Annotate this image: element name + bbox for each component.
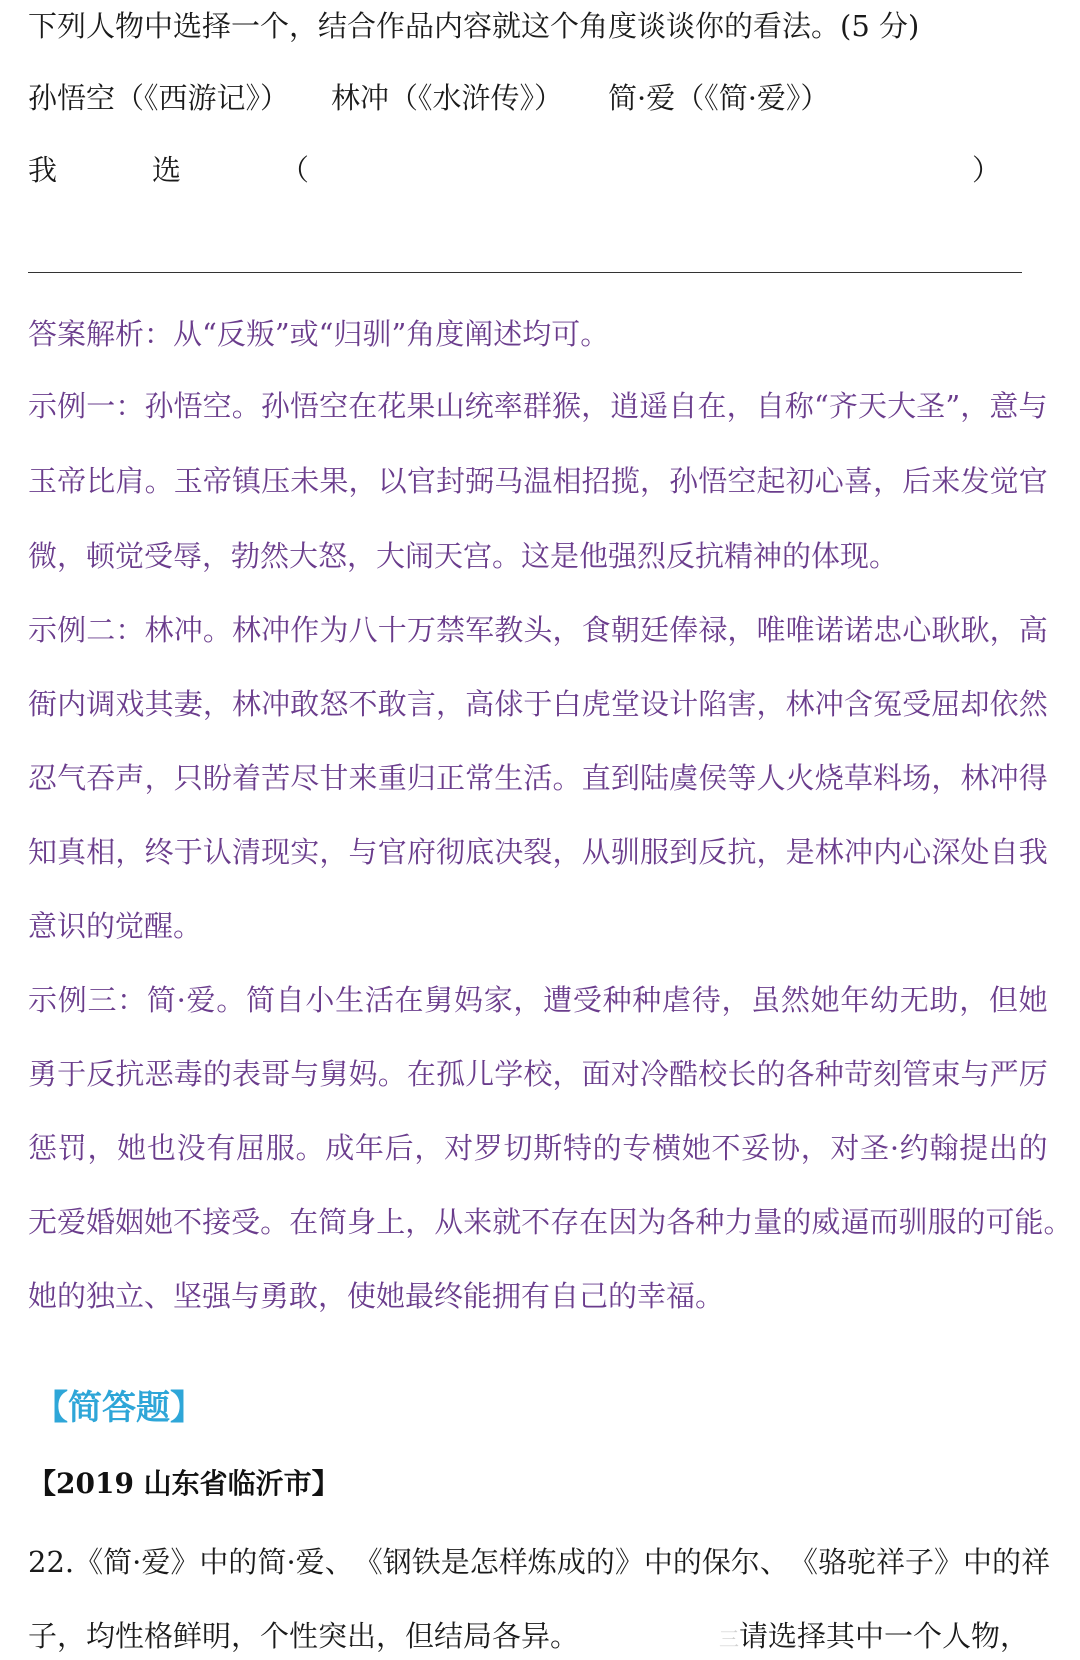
answer-line: 知 真 相 ， 终 于 认 清 现 实 ， 与 官 府 彻 底 决 裂 ， 从 驯 服 到 反 抗 ， 是 林 冲 内 心 深 处 自 我 bbox=[28, 835, 1048, 869]
question-22-line-2-text: 子，均性格鲜明，个性突出，但结局各异。 bbox=[28, 1619, 580, 1653]
answer-line: 她的独立、坚强与勇敢，使她最终能拥有自己的幸福。 bbox=[28, 1279, 725, 1313]
faint-watermark-glyph: 三 bbox=[719, 1627, 740, 1651]
question-prompt: 下列人物中选择一个，结合作品内容就这个角度谈谈你的看法。(5 分) bbox=[28, 9, 920, 43]
answer-line: 衙 内 调 戏 其 妻 ， 林 冲 敢 怒 不 敢 言 ， 高 俅 于 白 虎 堂 设 计 陷 害 ， 林 冲 含 冤 受 屈 却 依 然 bbox=[28, 687, 1048, 721]
choice-sun-wukong: 孙悟空（《西游记》） bbox=[28, 81, 290, 115]
select-label-xuan: 选 bbox=[152, 153, 182, 187]
paren-open: （ bbox=[280, 153, 310, 187]
question-22-line-1: 2 2 . 《 简 · 爱 》 中 的 简 · 爱 、 《 钢 铁 是 怎 样 炼 成 的 》 中 的 保 尔 、 《 骆 驼 祥 子 》 中 的 祥 bbox=[28, 1545, 1051, 1579]
select-label-wo: 我 bbox=[28, 153, 58, 187]
answer-line: 示 例 二 ： 林 冲 。 林 冲 作 为 八 十 万 禁 军 教 头 ， 食 朝 廷 俸 禄 ， 唯 唯 诺 诺 忠 心 耿 耿 ， 高 bbox=[28, 613, 1048, 647]
answer-line: 微，顿觉受辱，勃然大怒，大闹天宫。这是他强烈反抗精神的体现。 bbox=[28, 539, 899, 573]
choice-list bbox=[28, 78, 1028, 118]
answer-line: 无 爱 婚 姻 她 不 接 受 。 在 简 身 上 ， 从 来 就 不 存 在 因 为 各 种 力 量 的 威 逼 而 驯 服 的 可 能 。 bbox=[28, 1205, 1073, 1239]
answer-line: 勇 于 反 抗 恶 毒 的 表 哥 与 舅 妈 。 在 孤 儿 学 校 ， 面 对 冷 酷 校 长 的 各 种 苛 刻 管 束 与 严 厉 bbox=[28, 1057, 1048, 1091]
answer-line: 玉 帝 比 肩 。 玉 帝 镇 压 未 果 ， 以 官 封 弼 马 温 相 招 揽 ， 孙 悟 空 起 初 心 喜 ， 后 来 发 觉 官 bbox=[28, 464, 1048, 498]
answer-line: 意识的觉醒。 bbox=[28, 909, 203, 943]
question-22-line-2 bbox=[28, 1616, 1029, 1659]
answer-line: 示 例 一 ： 孙 悟 空 。 孙 悟 空 在 花 果 山 统 率 群 猴 ， 逍 遥 自 在 ， 自 称 “ 齐 天 大 圣 ” ， 意 与 bbox=[28, 389, 1048, 423]
choice-jane-eyre: 简·爱（《简·爱》） bbox=[608, 81, 830, 115]
choice-lin-chong: 林冲（《水浒传》） bbox=[331, 81, 564, 115]
question-22-line-2-tail: 请选择其中一个人物， bbox=[739, 1619, 1030, 1653]
section-heading: 【简答题】 bbox=[34, 1388, 204, 1428]
answer-line: 惩 罚 ， 她 也 没 有 屈 服 。 成 年 后 ， 对 罗 切 斯 特 的 专 横 她 不 妥 协 ， 对 圣 · 约 翰 提 出 的 bbox=[28, 1131, 1048, 1165]
answer-writing-line bbox=[28, 272, 1022, 273]
question-source: 【2019 山东省临沂市】 bbox=[28, 1467, 340, 1500]
paren-close: ） bbox=[972, 153, 1002, 187]
selection-line bbox=[28, 150, 1028, 190]
answer-line: 忍 气 吞 声 ， 只 盼 着 苦 尽 甘 来 重 归 正 常 生 活 。 直 到 陆 虞 侯 等 人 火 烧 草 料 场 ， 林 冲 得 bbox=[28, 761, 1048, 795]
answer-line: 示 例 三 ： 简 · 爱 。 简 自 小 生 活 在 舅 妈 家 ， 遭 受 种 种 虐 待 ， 虽 然 她 年 幼 无 助 ， 但 她 bbox=[28, 983, 1048, 1017]
answer-analysis: 答案解析：从“反叛”或“归驯”角度阐述均可。 bbox=[28, 317, 610, 351]
